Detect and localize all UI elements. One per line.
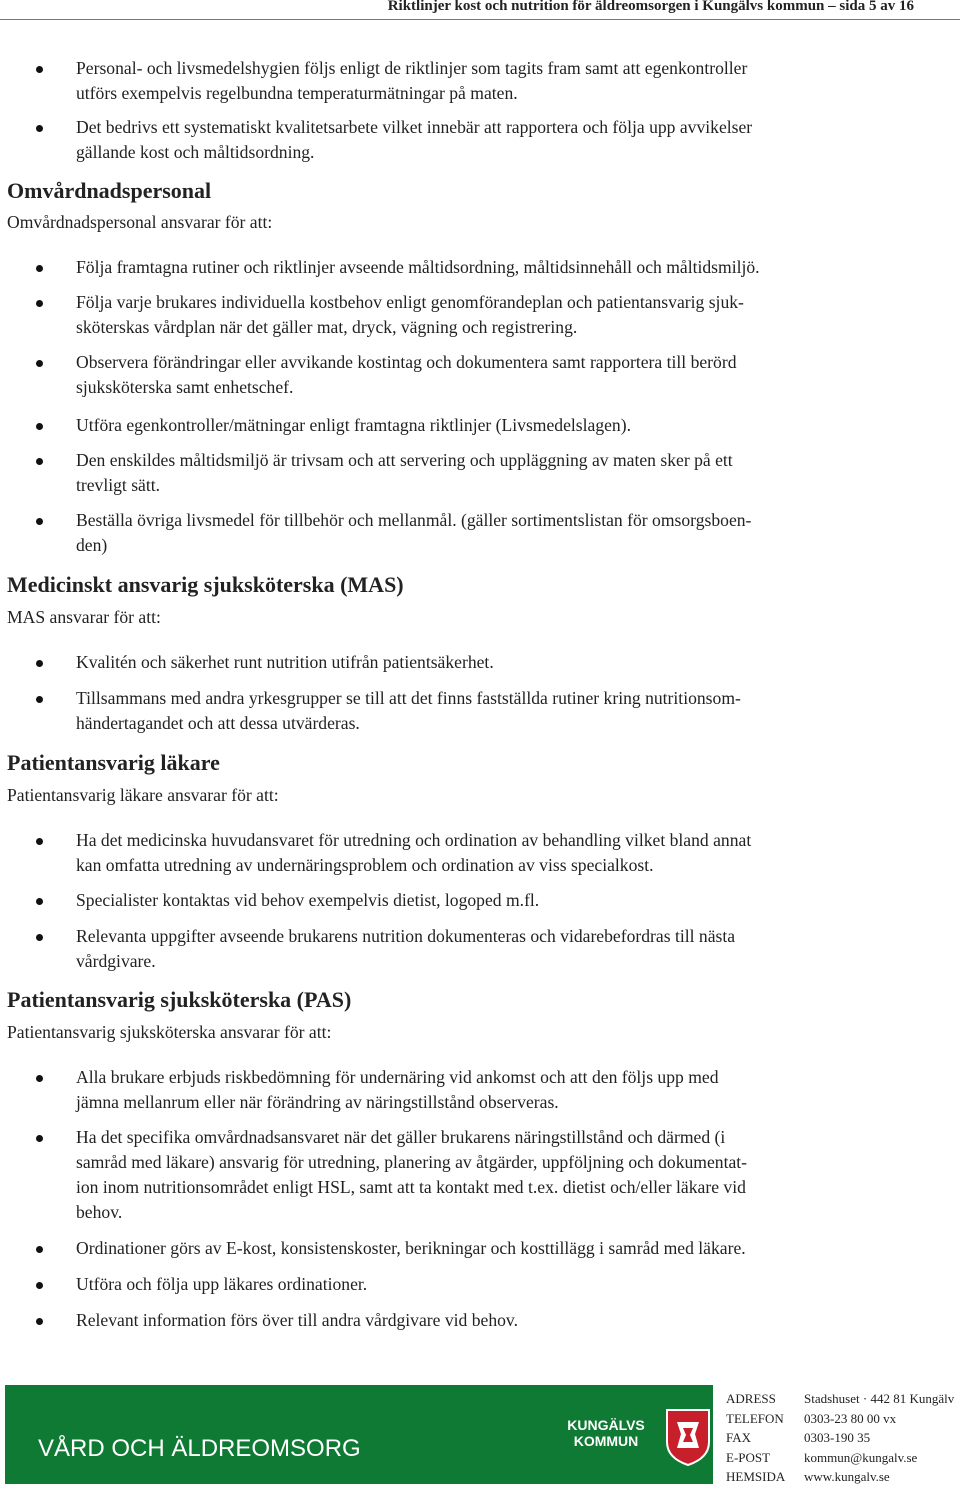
list-item-line: Alla brukare erbjuds riskbedömning för undernäring vid ankomst och att den följs upp med (76, 1067, 719, 1087)
document-header-title: Riktlinjer kost och nutrition för äldreomsorgen i Kungälvs kommun – sida 5 av 16 (387, 0, 914, 14)
list-item (76, 924, 918, 974)
logo-line-1: KUNGÄLVS (567, 1417, 645, 1433)
kungalv-logo-text (561, 1417, 651, 1449)
bullet-icon (36, 125, 43, 132)
list-item (76, 828, 918, 878)
list-item-line: Ha det medicinska huvudansvaret för utredning och ordination av behandling vilket bland annat (76, 830, 752, 850)
list-item-line: Relevant information förs över till andra vårdgivare vid behov. (76, 1310, 518, 1330)
contact-labels (726, 1389, 785, 1487)
bullet-icon (36, 360, 43, 367)
list-item-line: sjuksköterska samt enhetschef. (76, 377, 294, 397)
bullet-icon (36, 300, 43, 307)
list-item (76, 255, 918, 280)
list-item (76, 1125, 918, 1225)
section-heading: Medicinskt ansvarig sjuksköterska (MAS) (7, 572, 404, 597)
section-intro: Omvårdnadspersonal ansvarar för att: (7, 212, 273, 232)
list-item (76, 448, 918, 498)
bullet-icon (36, 898, 43, 905)
list-item (76, 508, 918, 558)
list-item-line: gällande kost och måltidsordning. (76, 142, 315, 162)
list-item (76, 686, 918, 736)
section-heading: Patientansvarig sjuksköterska (PAS) (7, 987, 352, 1012)
coat-of-arms-icon (665, 1408, 711, 1466)
list-item (76, 350, 918, 400)
list-item-line: Utföra egenkontroller/mätningar enligt framtagna riktlinjer (Livsmedelslagen). (76, 415, 631, 435)
bullet-icon (36, 1246, 43, 1253)
list-item-line: Ordinationer görs av E-kost, konsistenskoster, berikningar och kosttillägg i samråd med läkare. (76, 1238, 746, 1258)
department-name: VÅRD OCH ÄLDREOMSORG (38, 1435, 361, 1462)
list-item-line: kan omfatta utredning av undernäringsproblem och ordination av viss specialkost. (76, 855, 654, 875)
list-item-line: Specialister kontaktas vid behov exempelvis dietist, logoped m.fl. (76, 890, 540, 910)
list-item-line: den) (76, 535, 108, 555)
contact-phone: 0303-23 80 00 vx (804, 1410, 897, 1426)
list-item-line: Utföra och följa upp läkares ordinationer. (76, 1274, 368, 1294)
list-item (76, 115, 918, 165)
contact-fax: 0303-190 35 (804, 1430, 871, 1445)
section-intro: Patientansvarig läkare ansvarar för att: (7, 785, 279, 805)
bullet-icon (36, 1318, 43, 1325)
list-item (76, 1236, 918, 1261)
page-footer (0, 1383, 960, 1484)
list-item-line: sköterskas vårdplan när det gäller mat, dryck, vägning och registrering. (76, 317, 578, 337)
section-intro: Patientansvarig sjuksköterska ansvarar för att: (7, 1022, 332, 1042)
section-intro: MAS ansvarar för att: (7, 607, 161, 627)
list-item-line: trevligt sätt. (76, 475, 161, 495)
list-item-line: Beställa övriga livsmedel för tillbehör och mellanmål. (gäller sortimentslistan för omsorgsboen- (76, 510, 752, 530)
list-item (76, 1065, 918, 1115)
list-item-line: Kvalitén och säkerhet runt nutrition utifrån patientsäkerhet. (76, 652, 494, 672)
bullet-icon (36, 66, 43, 73)
list-item-line: Den enskildes måltidsmiljö är trivsam och att servering och uppläggning av maten sker på ett (76, 450, 733, 470)
list-item (76, 413, 918, 438)
bullet-icon (36, 518, 43, 525)
bullet-icon (36, 838, 43, 845)
contact-label: TELEFON (726, 1410, 784, 1426)
contact-address: Stadshuset · 442 81 Kungälv (804, 1391, 955, 1406)
list-item-line: Relevanta uppgifter avseende brukarens nutrition dokumenteras och vidarebefordras till nästa (76, 926, 736, 946)
list-item-line: vårdgivare. (76, 951, 156, 971)
list-item (76, 1272, 918, 1297)
list-item-line: Observera förändringar eller avvikande kostintag och dokumentera samt rapportera till berörd (76, 352, 737, 372)
bullet-icon (36, 1282, 43, 1289)
list-item (76, 1308, 918, 1333)
list-item (76, 290, 918, 340)
list-item-line: Följa varje brukares individuella kostbehov enligt genomförandeplan och patientansvarig sjuk- (76, 292, 744, 312)
section-heading: Omvårdnadspersonal (7, 178, 212, 203)
bullet-icon (36, 265, 43, 272)
contact-label: ADRESS (726, 1391, 776, 1406)
contact-website[interactable]: www.kungalv.se (804, 1469, 890, 1484)
contact-values (804, 1389, 954, 1487)
list-item-line: samråd med läkare) ansvarig för utredning, planering av åtgärder, uppföljning och dokumentat- (76, 1152, 748, 1172)
contact-label: FAX (726, 1430, 752, 1445)
list-item-line: ion inom nutritionsområdet enligt HSL, samt att ta kontakt med t.ex. dietist och/eller läkare vid (76, 1177, 746, 1197)
list-item-line: Ha det specifika omvårdnadsansvaret när det gäller brukarens näringstillstånd och därmed (i (76, 1127, 726, 1147)
bullet-icon (36, 696, 43, 703)
section-heading: Patientansvarig läkare (7, 750, 220, 775)
list-item-line: Följa framtagna rutiner och riktlinjer avseende måltidsordning, måltidsinnehåll och måltidsmiljö. (76, 257, 760, 277)
list-item-line: händertagandet och att dessa utvärderas. (76, 713, 360, 733)
list-item (76, 888, 918, 913)
bullet-icon (36, 458, 43, 465)
bullet-icon (36, 423, 43, 430)
bullet-icon (36, 934, 43, 941)
footer-band (5, 1385, 713, 1484)
bullet-icon (36, 660, 43, 667)
bullet-icon (36, 1135, 43, 1142)
list-item-line: jämna mellanrum eller när förändring av näringstillstånd observeras. (76, 1092, 559, 1112)
logo-line-2: KOMMUN (573, 1433, 639, 1449)
list-item-line: Det bedrivs ett systematiskt kvalitetsarbete vilket innebär att rapportera och följa upp avvikelser (76, 117, 753, 137)
list-item (76, 650, 918, 675)
contact-label: E-POST (726, 1449, 771, 1465)
running-header (0, 0, 960, 20)
list-item-line: behov. (76, 1202, 123, 1222)
list-item-line: Personal- och livsmedelshygien följs enligt de riktlinjer som tagits fram samt att egenkontroller (76, 58, 748, 78)
list-item-line: utförs exempelvis regelbundna temperaturmätningar på maten. (76, 83, 518, 103)
list-item (76, 56, 918, 106)
contact-label: HEMSIDA (726, 1469, 786, 1484)
bullet-icon (36, 1075, 43, 1082)
contact-email[interactable]: kommun@kungalv.se (804, 1449, 918, 1465)
list-item-line: Tillsammans med andra yrkesgrupper se till att det finns fastställda rutiner kring nutritionsom- (76, 688, 741, 708)
